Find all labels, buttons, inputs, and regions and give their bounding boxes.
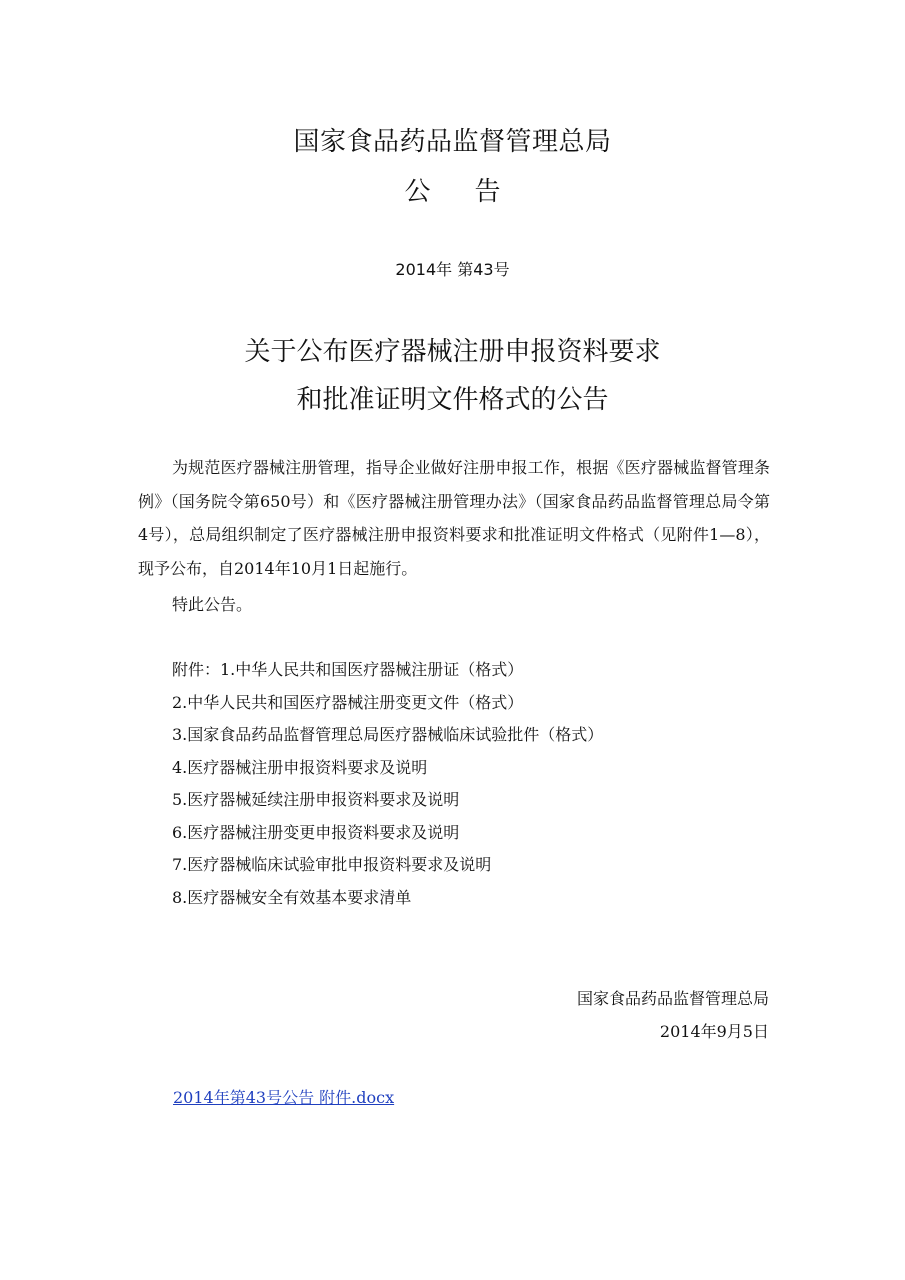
document-number: 2014年 第43号 [395, 260, 510, 279]
agency-title: 国家食品药品监督管理总局 [293, 127, 612, 157]
document-heading-line-1: 关于公布医疗器械注册申报资料要求 [244, 337, 661, 367]
attachment-item-5: 5.医疗器械延续注册申报资料要求及说明 [172, 790, 460, 809]
attachment-list [172, 654, 603, 914]
attachment-item-4: 4.医疗器械注册申报资料要求及说明 [172, 757, 428, 777]
attachment-item-8: 8.医疗器械安全有效基本要求清单 [172, 887, 412, 907]
signature-date: 2014年9月5日 [659, 1022, 769, 1041]
attachment-item-7: 7.医疗器械临床试验审批申报资料要求及说明 [172, 855, 492, 874]
attachment-item-2: 2.中华人民共和国医疗器械注册变更文件（格式） [172, 692, 524, 712]
attachment-item-1: 附件：1.中华人民共和国医疗器械注册证（格式） [172, 660, 524, 679]
document-heading-line-2: 和批准证明文件格式的公告 [296, 385, 609, 415]
attachment-download-link[interactable]: 2014年第43号公告 附件.docx [173, 1088, 395, 1107]
closing-line: 特此公告。 [172, 595, 253, 614]
body-paragraph: 为规范医疗器械注册管理，指导企业做好注册申报工作，根据《医疗器械监督管理条例》（国务院令第650号）和《医疗器械注册管理办法》（国家食品药品监督管理总局令第4号），总局组织制定了医疗器械注册申报资料要求和批准证明文件格式（见附件1—8），现予公布，自2014年10月1日起施行。 [138, 458, 770, 578]
notice-title: 公告 [404, 177, 545, 207]
signature-organization: 国家食品药品监督管理总局 [576, 989, 769, 1008]
attachment-item-3: 3.国家食品药品监督管理总局医疗器械临床试验批件（格式） [172, 725, 604, 744]
attachment-item-6: 6.医疗器械注册变更申报资料要求及说明 [172, 822, 460, 842]
